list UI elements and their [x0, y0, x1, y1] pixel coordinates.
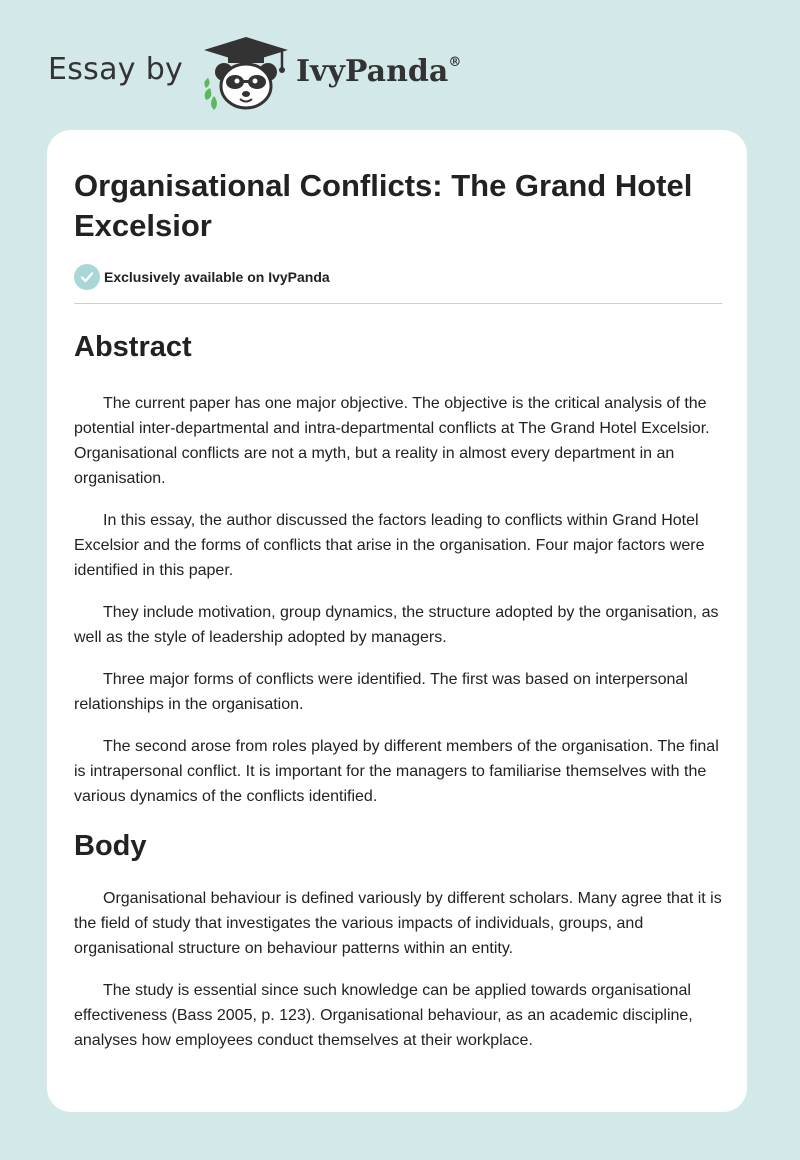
site-header — [48, 34, 768, 110]
abstract-paragraph: They include motivation, group dynamics, the structure adopted by the organisation, as well as the style of leadership adopted by managers. — [74, 604, 719, 646]
essay-card — [47, 130, 747, 1112]
exclusive-label: Exclusively available on IvyPanda — [104, 269, 330, 285]
registered-mark: ® — [448, 55, 462, 70]
abstract-paragraph: The second arose from roles played by different members of the organisation. The final is intrapersonal conflict. It is important for the managers to familiarise themselves with the various dynamics of the conflicts identified. — [74, 738, 719, 805]
abstract-paragraph: The current paper has one major objective. The objective is the critical analysis of the potential inter-departmental and intra-departmental conflicts at The Grand Hotel Excelsior. Organisational conflicts are not a myth, but a reality in almost every department in an organisation. — [74, 395, 710, 487]
check-circle-icon — [74, 264, 100, 290]
exclusive-badge — [74, 264, 330, 290]
abstract-paragraph: Three major forms of conflicts were identified. The first was based on interpersonal relationships in the organisation. — [74, 671, 688, 713]
brand-name[interactable] — [296, 54, 461, 89]
body-paragraph: Organisational behaviour is defined variously by different scholars. Many agree that it is the field of study that investigates the various impacts of individuals, groups, and organisational structure on behaviour patterns within an entity. — [74, 890, 722, 957]
section-heading-body: Body — [74, 830, 147, 862]
panda-graduate-icon[interactable] — [200, 34, 292, 110]
essay-content — [74, 326, 724, 1053]
essay-by-label: Essay by — [48, 52, 184, 87]
brand-name-text: IvyPanda — [296, 54, 449, 89]
essay-title: Organisational Conflicts: The Grand Hotel Excelsior — [74, 168, 693, 243]
body-paragraph: The study is essential since such knowledge can be applied towards organisational effectiveness (Bass 2005, p. 123). Organisational behaviour, as an academic discipline, analyses how employees conduct themselves at their workplace. — [74, 982, 693, 1049]
section-heading-abstract: Abstract — [74, 331, 192, 363]
abstract-paragraph: In this essay, the author discussed the factors leading to conflicts within Grand Hotel Excelsior and the forms of conflicts that arise in the organisation. Four major factors were identified in this paper. — [74, 512, 705, 579]
title-divider — [74, 303, 722, 304]
